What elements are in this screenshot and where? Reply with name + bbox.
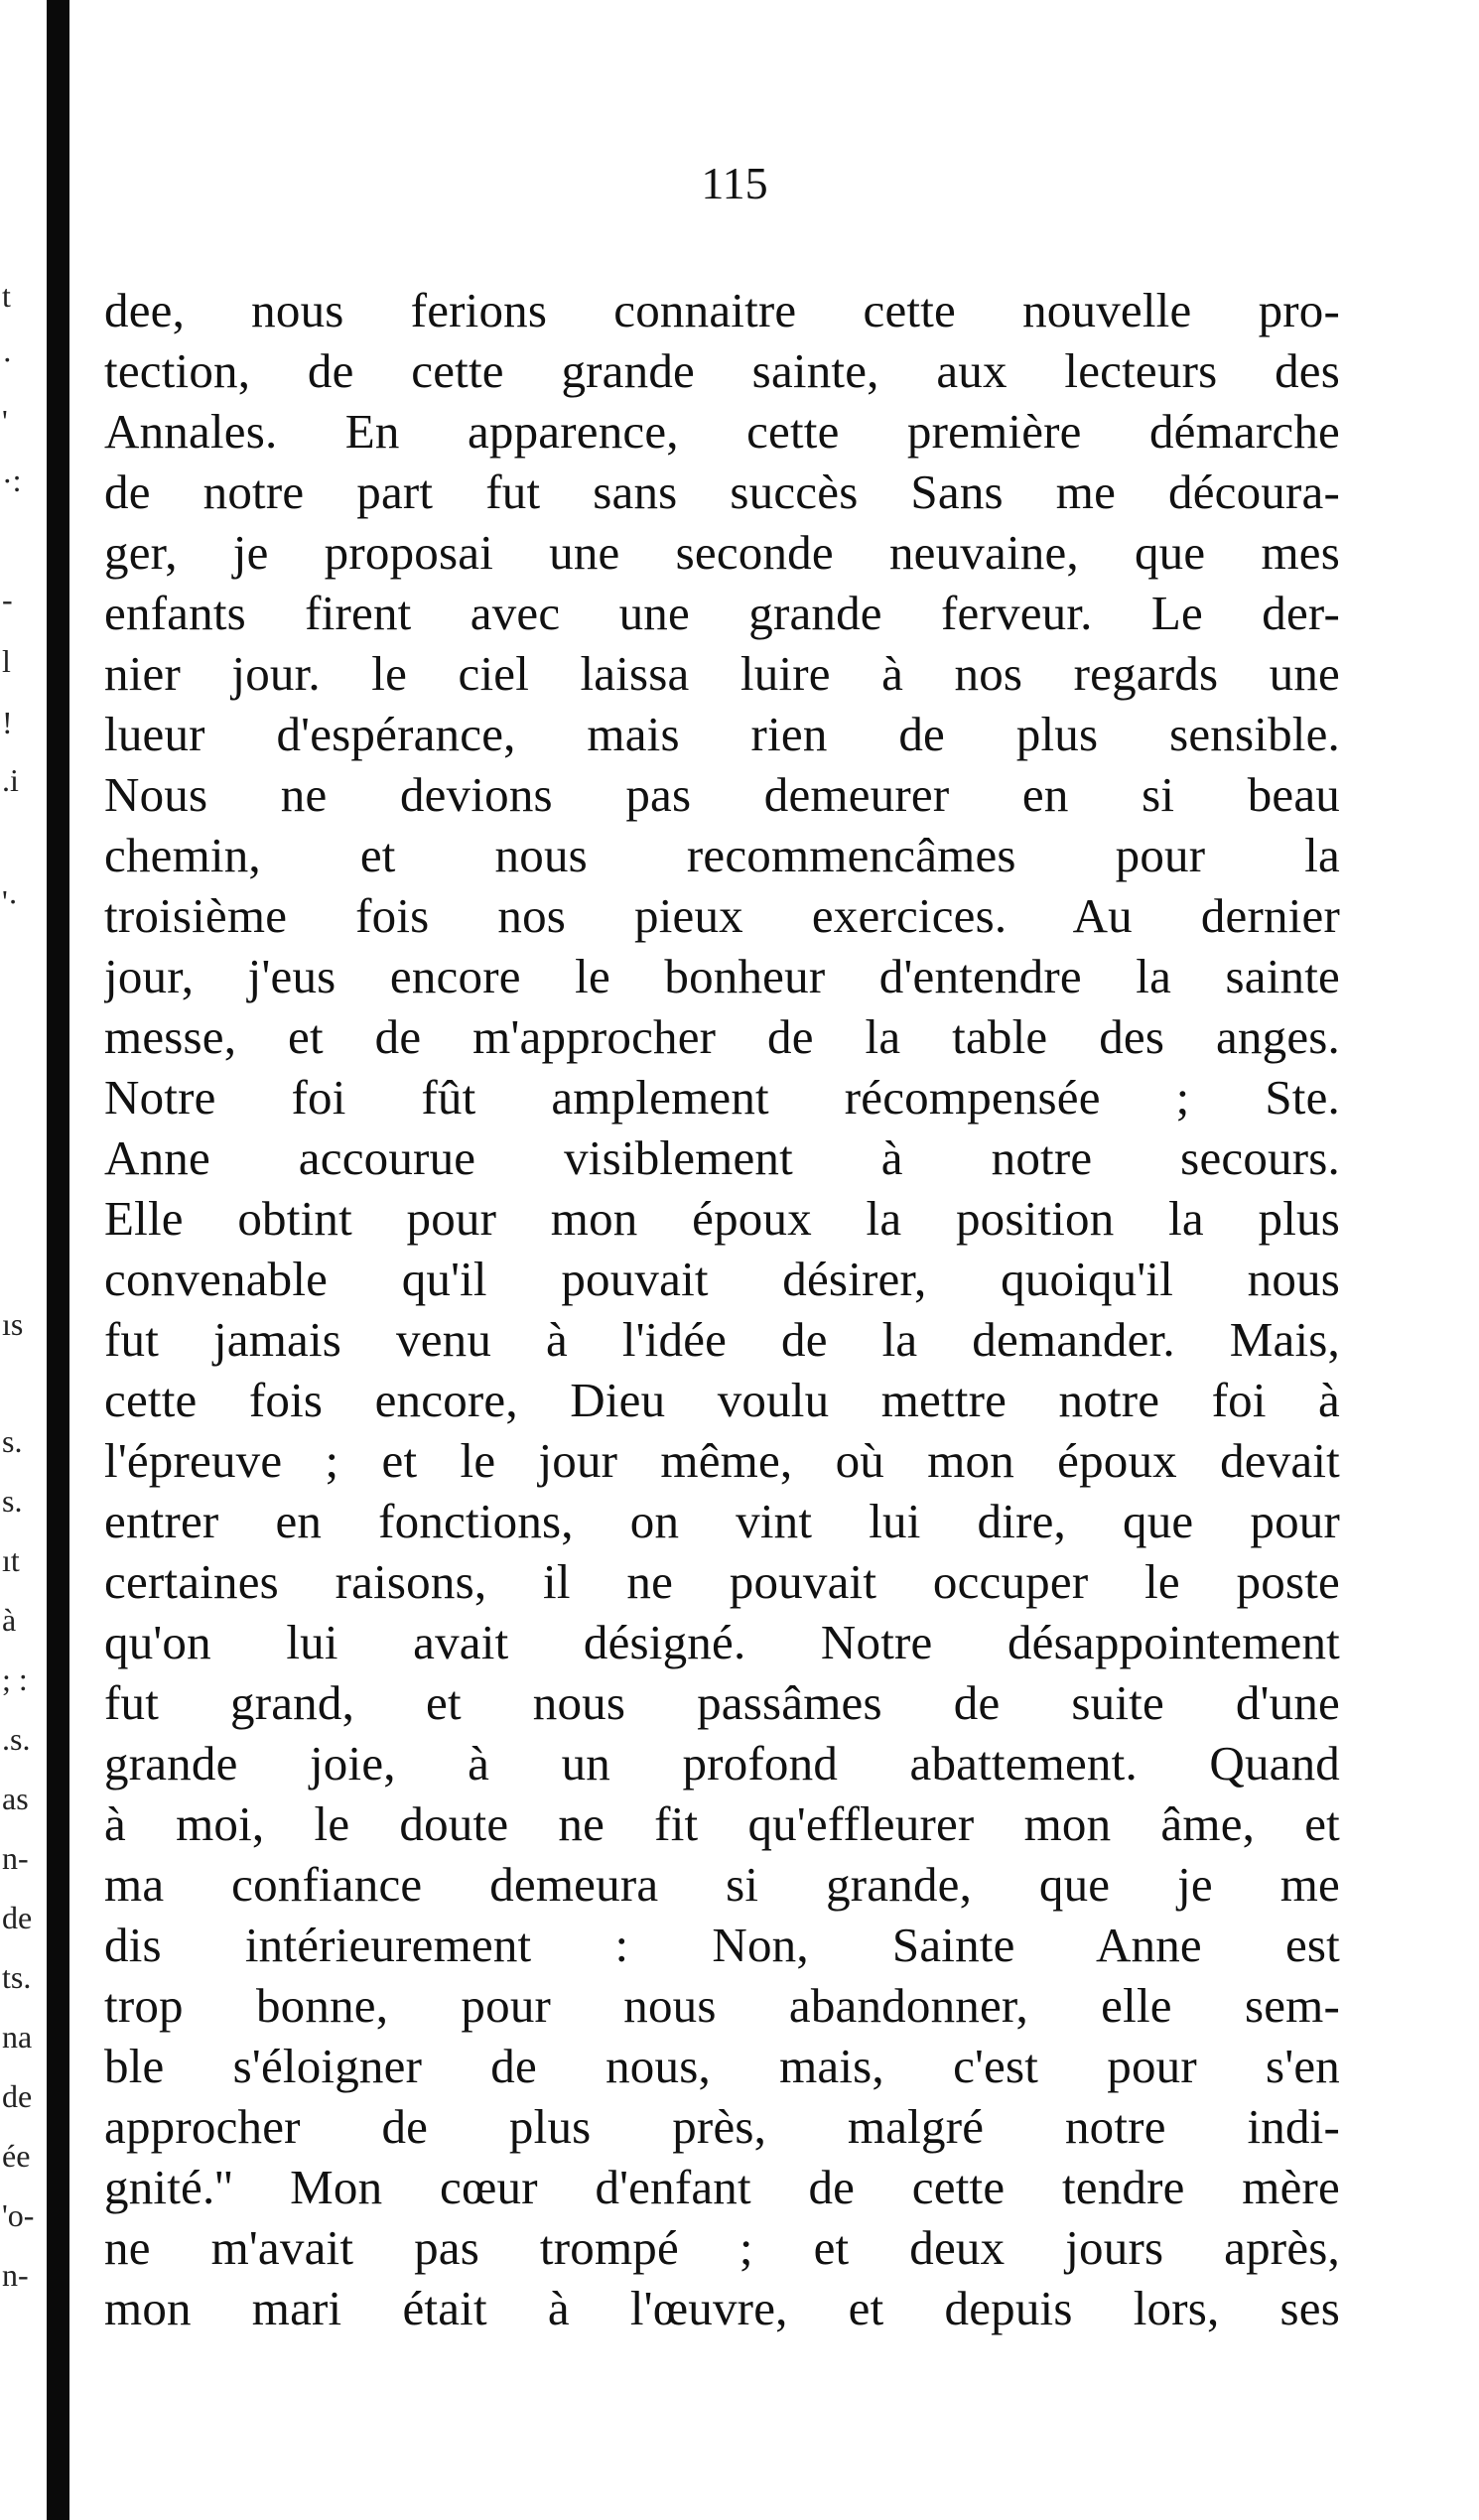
text-line: messe, et de m'approcher de la table des anges. [104, 1009, 1340, 1064]
text-line: ne m'avait pas trompé ; et deux jours après, [104, 2220, 1340, 2275]
bleed-fragment: de [2, 2080, 33, 2112]
text-line: trop bonne, pour nous abandonner, elle sem- [104, 1978, 1340, 2033]
bleed-fragment: ıt [2, 1544, 20, 1576]
text-line: Anne accourue visiblement à notre secours. [104, 1130, 1340, 1185]
bleed-fragment: '· [2, 885, 19, 917]
text-line: enfants firent avec une grande ferveur. Le der- [104, 586, 1340, 640]
text-line: jour, j'eus encore le bonheur d'entendre la sainte [104, 949, 1340, 1003]
bleed-fragment: s. [2, 1425, 23, 1457]
text-line: ble s'éloigner de nous, mais, c'est pour s'en [104, 2039, 1340, 2093]
bleed-fragment: ıs [2, 1308, 24, 1340]
text-line: à moi, le doute ne fit qu'effleurer mon âme, et [104, 1796, 1340, 1851]
body-text [104, 280, 1340, 2338]
text-line: chemin, et nous recommencâmes pour la [104, 828, 1340, 882]
text-line: Notre foi fût amplement récompensée ; Ste. [104, 1070, 1340, 1125]
text-line: Elle obtint pour mon époux la position la plus [104, 1191, 1340, 1246]
text-line: Nous ne devions pas demeurer en si beau [104, 767, 1340, 822]
text-line: tection, de cette grande sainte, aux lecteurs des [104, 343, 1340, 398]
text-line: cette fois encore, Dieu voulu mettre notre foi à [104, 1373, 1340, 1427]
text-line: fut grand, et nous passâmes de suite d'une [104, 1675, 1340, 1730]
bleed-fragment: ·: [2, 464, 22, 496]
bleed-fragment: de [2, 1902, 33, 1933]
bleed-fragment: l [2, 645, 11, 677]
bleed-fragment: as [2, 1783, 29, 1814]
text-line: Annales. En apparence, cette première démarche [104, 404, 1340, 459]
text-line: fut jamais venu à l'idée de la demander. Mais, [104, 1312, 1340, 1367]
text-line: convenable qu'il pouvait désirer, quoiqu'il nous [104, 1252, 1340, 1306]
bleed-fragment: ts. [2, 1961, 32, 1993]
bleed-fragment: s. [2, 1485, 23, 1517]
bleed-fragment: .i [2, 764, 19, 796]
text-line: troisième fois nos pieux exercices. Au dernier [104, 888, 1340, 943]
text-line: certaines raisons, il ne pouvait occuper le poste [104, 1554, 1340, 1609]
bleed-fragment: 'o- [2, 2199, 35, 2231]
binding-shadow [47, 0, 69, 2520]
page-number: 115 [701, 158, 768, 208]
text-line: grande joie, à un profond abattement. Quand [104, 1736, 1340, 1791]
text-line: qu'on lui avait désigné. Notre désappointement [104, 1615, 1340, 1669]
text-line: entrer en fonctions, on vint lui dire, que pour [104, 1494, 1340, 1548]
bleed-fragment: t [2, 280, 11, 312]
text-line: mon mari était à l'œuvre, et depuis lors, ses [104, 2281, 1340, 2335]
facing-page-bleed [0, 0, 46, 2520]
bleed-fragment: ; : [2, 1663, 28, 1695]
text-line: nier jour. le ciel laissa luire à nos regards une [104, 646, 1340, 701]
bleed-fragment: ée [2, 2140, 31, 2172]
bleed-fragment: .s. [2, 1723, 31, 1755]
bleed-fragment: n- [2, 1842, 29, 1874]
text-line: dis intérieurement : Non, Sainte Anne est [104, 1918, 1340, 1972]
text-line: lueur d'espérance, mais rien de plus sensible. [104, 707, 1340, 761]
text-line: ma confiance demeura si grande, que je me [104, 1857, 1340, 1912]
text-line: ger, je proposai une seconde neuvaine, que mes [104, 525, 1340, 580]
text-line: approcher de plus près, malgré notre indi- [104, 2099, 1340, 2154]
bleed-fragment: na [2, 2021, 33, 2053]
bleed-fragment: n- [2, 2259, 29, 2291]
text-line: de notre part fut sans succès Sans me découra- [104, 464, 1340, 519]
bleed-fragment: ' [2, 405, 8, 437]
bleed-fragment: ! [2, 707, 13, 738]
bleed-fragment: - [2, 584, 13, 615]
text-line: l'épreuve ; et le jour même, où mon époux devait [104, 1433, 1340, 1488]
bleed-fragment: à [2, 1604, 17, 1636]
text-line: gnité.'' Mon cœur d'enfant de cette tendre mère [104, 2160, 1340, 2214]
bleed-fragment: · [2, 343, 13, 375]
text-line: dee, nous ferions connaitre cette nouvelle pro- [104, 283, 1340, 337]
